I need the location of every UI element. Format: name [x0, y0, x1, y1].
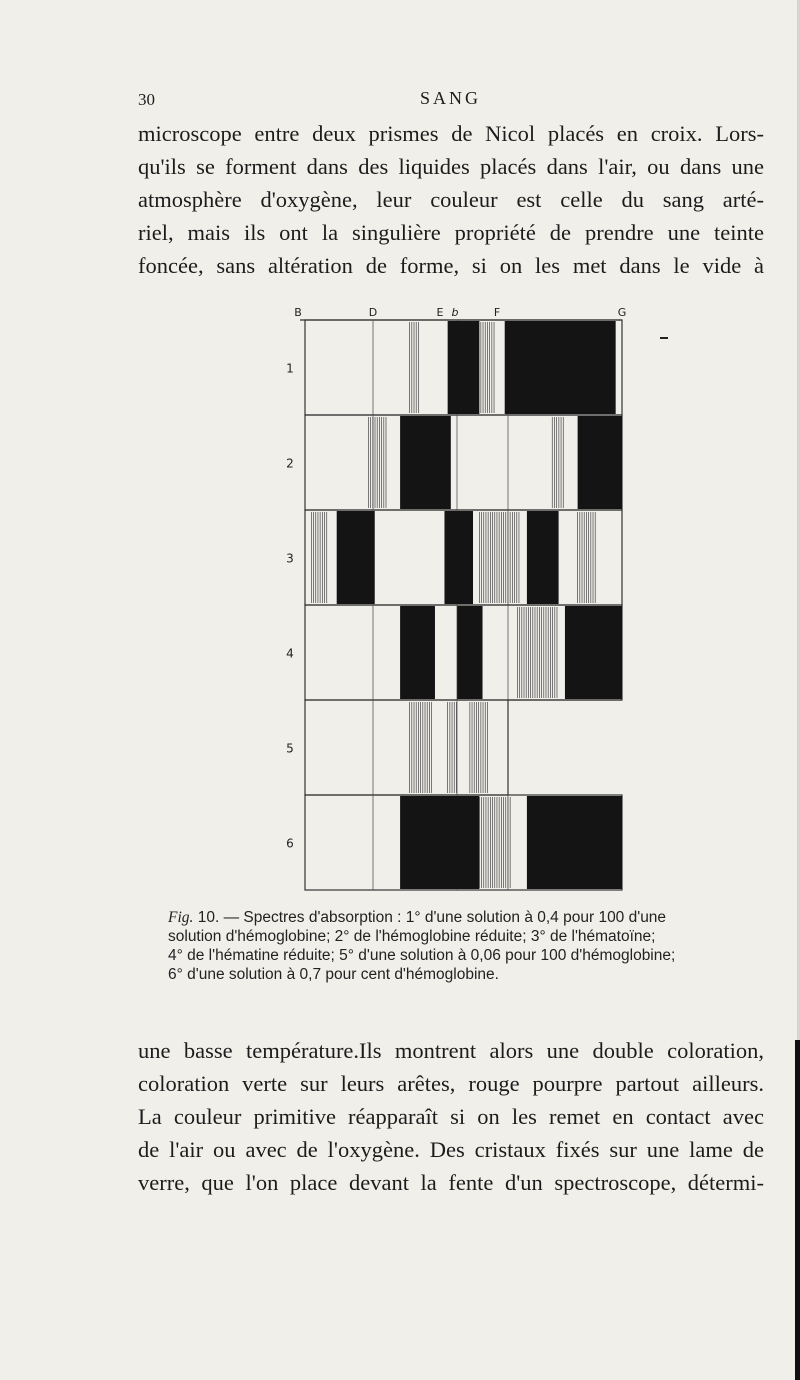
spectrum-cell [305, 700, 508, 795]
row-number: 3 [286, 551, 294, 566]
absorption-band [444, 511, 473, 604]
row-number: 4 [286, 646, 294, 661]
text-line: riel, mais ils ont la singulière propriété de prendre une teinte [138, 220, 764, 245]
spectral-line-labels [294, 306, 626, 320]
absorption-band [578, 416, 622, 509]
spectrum-row [286, 510, 622, 605]
row-number: 1 [286, 361, 294, 376]
absorption-band [400, 416, 451, 509]
spectral-line-label: b [451, 306, 459, 319]
text-line: microscope entre deux prismes de Nicol placés en croix. Lors- [138, 121, 764, 146]
absorption-band [527, 796, 622, 889]
spectrum-row [286, 795, 622, 890]
text-line: qu'ils se forment dans des liquides placés dans l'air, ou dans une [138, 154, 764, 179]
absorption-band [565, 606, 622, 699]
absorption-band [457, 606, 482, 699]
text-line: La couleur primitive réapparaît si on les remet en contact avec [138, 1104, 764, 1129]
absorption-band [448, 321, 480, 414]
spectrum-row [286, 415, 622, 510]
absorption-band [505, 321, 616, 414]
spectra-rows [286, 320, 622, 890]
spectral-line-label: B [294, 306, 302, 319]
text-line: une basse température.Ils montrent alors une double coloration, [138, 1038, 764, 1063]
caption-line: 6° d'une solution à 0,7 pour cent d'hémoglobine. [168, 966, 499, 983]
text-line: atmosphère d'oxygène, leur couleur est celle du sang arté- [138, 187, 764, 212]
spectrum-row [286, 700, 622, 795]
caption-line [168, 908, 764, 927]
spectrum-row [286, 605, 622, 700]
spectrum-row [286, 320, 622, 415]
caption-line: solution d'hémoglobine; 2° de l'hémoglobine réduite; 3° de l'hématoïne; [168, 928, 656, 945]
text-line: verre, que l'on place devant la fente d'un spectroscope, détermi- [138, 1170, 764, 1195]
text-line: coloration verte sur leurs arêtes, rouge pourpre partout ailleurs. [138, 1071, 764, 1096]
absorption-band [400, 796, 479, 889]
text-line: de l'air ou avec de l'oxygène. Des cristaux fixés sur une lame de [138, 1137, 764, 1162]
absorption-band [527, 511, 559, 604]
spectrum-cell [305, 415, 622, 510]
text-line: foncée, sans altération de forme, si on les met dans le vide à [138, 253, 764, 278]
row-number: 2 [286, 456, 294, 471]
spectral-line-label: F [493, 306, 501, 319]
absorption-band [337, 511, 375, 604]
running-head: SANG [420, 88, 482, 108]
caption-text: 10. — Spectres d'absorption : 1° d'une solution à 0,4 pour 100 d'une [193, 909, 667, 926]
spectral-line-label: G [617, 306, 627, 319]
absorption-band [400, 606, 435, 699]
paragraph-bottom [138, 1034, 764, 1199]
row-number: 5 [286, 741, 294, 756]
page-number: 30 [138, 90, 155, 109]
row-number: 6 [286, 836, 294, 851]
spectral-line-label: D [368, 306, 378, 319]
spectral-line-label: E [436, 306, 444, 319]
caption-line: 4° de l'hématine réduite; 5° d'une solution à 0,06 pour 100 d'hémoglobine; [168, 947, 676, 964]
figure-caption [168, 908, 764, 984]
caption-fig-label: Fig. [168, 909, 194, 926]
